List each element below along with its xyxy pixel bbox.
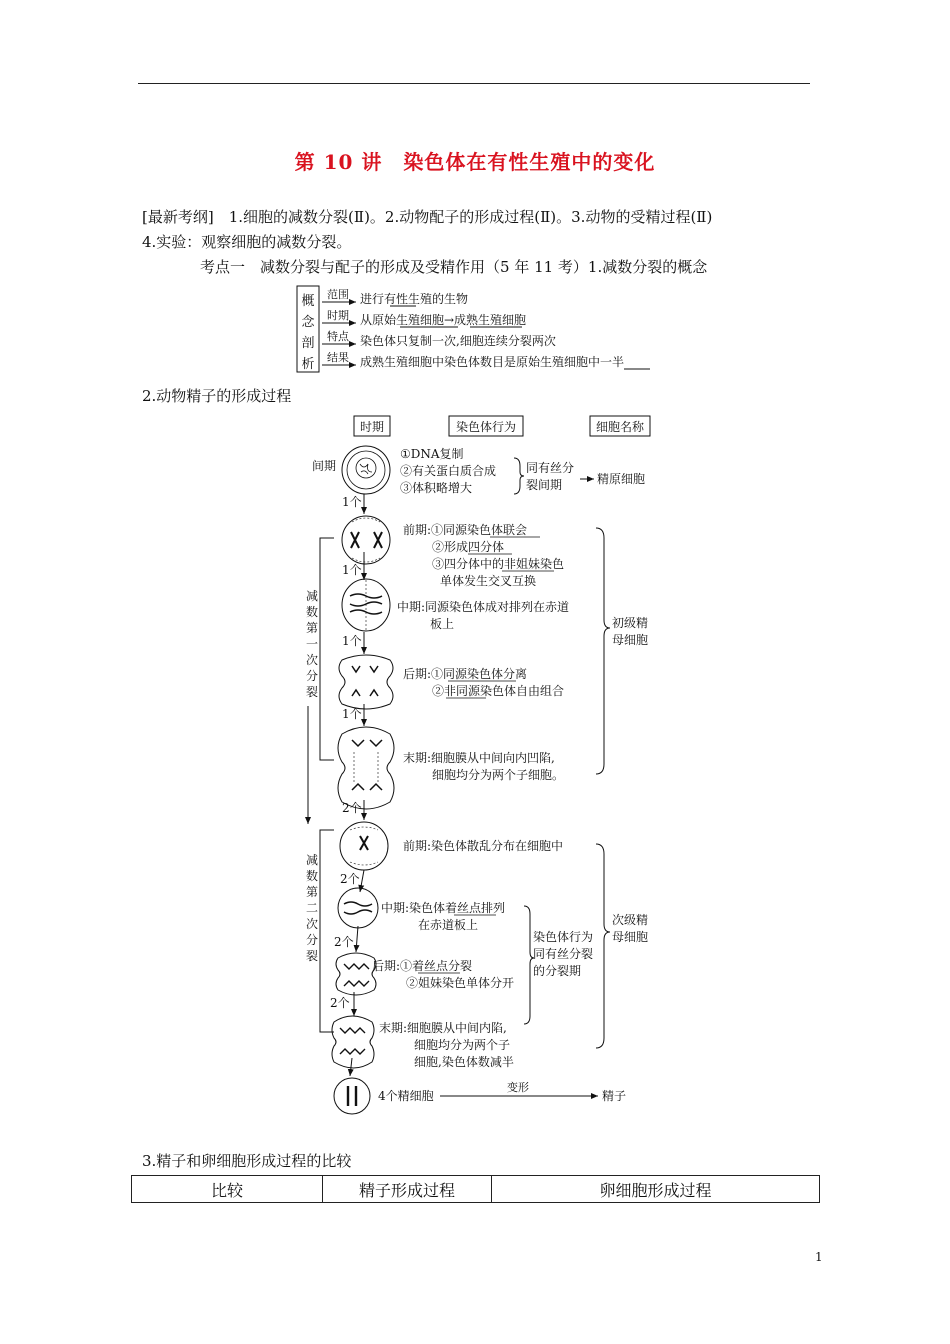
m2-prophase-0: 前期:染色体散乱分布在细胞中: [403, 839, 564, 853]
comparison-table: [131, 1175, 820, 1203]
m1-metaphase-0: 中期:同源染色体成对排列在赤道: [397, 600, 570, 614]
table-header-row: [132, 1176, 820, 1203]
interphase-item-2: ③体积略增大: [400, 481, 473, 495]
count-1: 1个: [342, 563, 362, 577]
m2-telophase-0: 末期:细胞膜从中间内陷,: [379, 1021, 507, 1035]
table-header-egg: 卵细胞形成过程: [492, 1176, 820, 1203]
concept-side-0: 概: [301, 294, 315, 309]
meiosis-1-label: [306, 538, 334, 760]
concept-side-2: 剖: [301, 336, 315, 351]
svg-text:第: 第: [305, 621, 319, 635]
svg-text:分: 分: [305, 933, 319, 947]
section-2-heading: 2.动物精子的形成过程: [142, 387, 292, 405]
concept-tag-2: 特点: [327, 330, 349, 343]
m1-anaphase-1: ②非同源染色体自由组合: [432, 684, 565, 698]
svg-text:减: 减: [305, 853, 319, 867]
count-3: 1个: [342, 707, 362, 721]
m1-prophase-1: ②形成四分体: [432, 540, 505, 554]
concept-text-2: 染色体只复制一次,细胞连续分裂两次: [360, 334, 556, 348]
m2-metaphase-0: 中期:染色体着丝点排列: [381, 901, 506, 915]
svg-text:分: 分: [305, 669, 319, 683]
table-header-sperm: 精子形成过程: [323, 1176, 492, 1203]
svg-text:裂: 裂: [305, 685, 319, 699]
svg-text:数: 数: [305, 869, 319, 883]
cell-counts: [330, 495, 362, 1010]
final-cells: 4个精细胞: [378, 1089, 434, 1103]
interphase-same-1: 裂间期: [526, 478, 563, 492]
interphase-item-0: ①DNA复制: [400, 447, 464, 461]
page-title: 第 10 讲 染色体在有性生殖中的变化: [294, 150, 656, 174]
svg-text:裂: 裂: [305, 949, 319, 963]
svg-text:次: 次: [305, 917, 319, 931]
interphase-section: [312, 446, 645, 495]
meiosis-2-text: [372, 838, 648, 1103]
meiosis-1-cells: [338, 516, 394, 809]
secondary-name-0: 次级精: [612, 913, 649, 927]
concept-tag-0: 范围: [327, 288, 349, 301]
m1-prophase-3: 单体发生交叉互换: [440, 574, 537, 588]
svg-text:数: 数: [305, 605, 319, 619]
secondary-name-1: 母细胞: [612, 930, 649, 944]
table-header-compare: 比较: [132, 1176, 323, 1203]
diagram-headers: [354, 416, 650, 436]
primary-name-1: 母细胞: [612, 633, 649, 647]
count-5: 2个: [340, 872, 360, 886]
count-2: 1个: [342, 634, 362, 648]
header-cell-name: 细胞名称: [595, 420, 645, 434]
count-0: 1个: [342, 495, 362, 509]
concept-box: [297, 286, 650, 372]
svg-text:减: 减: [305, 589, 319, 603]
m1-metaphase-1: 板上: [430, 617, 455, 631]
m1-anaphase-0: 后期:①同源染色体分离: [403, 667, 528, 681]
concept-text-0: 进行有性生殖的生物: [360, 292, 469, 306]
m2-same-1: 同有丝分裂: [533, 947, 594, 961]
m2-metaphase-1: 在赤道板上: [418, 918, 479, 932]
svg-text:次: 次: [305, 653, 319, 667]
m2-anaphase-1: ②姐妹染色单体分开: [406, 976, 515, 990]
kaodian-heading: 考点一 减数分裂与配子的形成及受精作用（5 年 11 考）1.减数分裂的概念: [200, 258, 708, 276]
svg-text:第: 第: [305, 885, 319, 899]
page-number: 1: [815, 1250, 823, 1264]
m1-telophase-1: 细胞均分为两个子细胞。: [432, 768, 565, 782]
concept-text-3: 成熟生殖细胞中染色体数目是原始生殖细胞中一半: [360, 355, 625, 369]
concept-tag-3: 结果: [327, 351, 349, 364]
interphase-item-1: ②有关蛋白质合成: [400, 464, 497, 478]
interphase-cell-name: 精原细胞: [597, 472, 646, 486]
interphase-same-0: 同有丝分: [526, 461, 575, 475]
meiosis-1-text: [397, 522, 648, 782]
section-3-heading: 3.精子和卵细胞形成过程的比较: [142, 1152, 352, 1170]
concept-tag-1: 时期: [327, 309, 349, 322]
concept-side-1: 念: [301, 315, 315, 330]
concept-side-3: 析: [301, 357, 315, 372]
m2-anaphase-0: 后期:①着丝点分裂: [372, 959, 473, 973]
kaogang-line2: 4.实验：观察细胞的减数分裂。: [142, 233, 352, 251]
svg-text:一: 一: [305, 637, 319, 651]
interphase-label: 间期: [312, 459, 337, 473]
primary-name-0: 初级精: [612, 616, 649, 630]
svg-text:二: 二: [305, 901, 319, 915]
header-behavior: 染色体行为: [455, 420, 517, 434]
m2-same-0: 染色体行为: [533, 930, 594, 944]
kaogang-line1: [最新考纲] 1.细胞的减数分裂(Ⅱ)。2.动物配子的形成过程(Ⅱ)。3.动物的受精过程(Ⅱ): [142, 208, 713, 226]
m1-telophase-0: 末期:细胞膜从中间向内凹陷,: [403, 751, 555, 765]
m1-prophase-0: 前期:①同源染色体联会: [403, 523, 528, 537]
m1-prophase-2: ③四分体中的非姐妹染色: [432, 557, 565, 571]
final-change: 变形: [507, 1081, 529, 1094]
count-4: 2个: [342, 801, 362, 815]
m2-same-2: 的分裂期: [533, 964, 582, 978]
count-6: 2个: [334, 935, 354, 949]
concept-text-1: 从原始生殖细胞→成熟生殖细胞: [360, 313, 527, 327]
m2-telophase-1: 细胞均分为两个子: [414, 1038, 511, 1052]
header-period: 时期: [359, 420, 385, 434]
count-7: 2个: [330, 996, 350, 1010]
final-result: 精子: [602, 1089, 627, 1103]
m2-telophase-2: 细胞,染色体数减半: [414, 1055, 514, 1069]
